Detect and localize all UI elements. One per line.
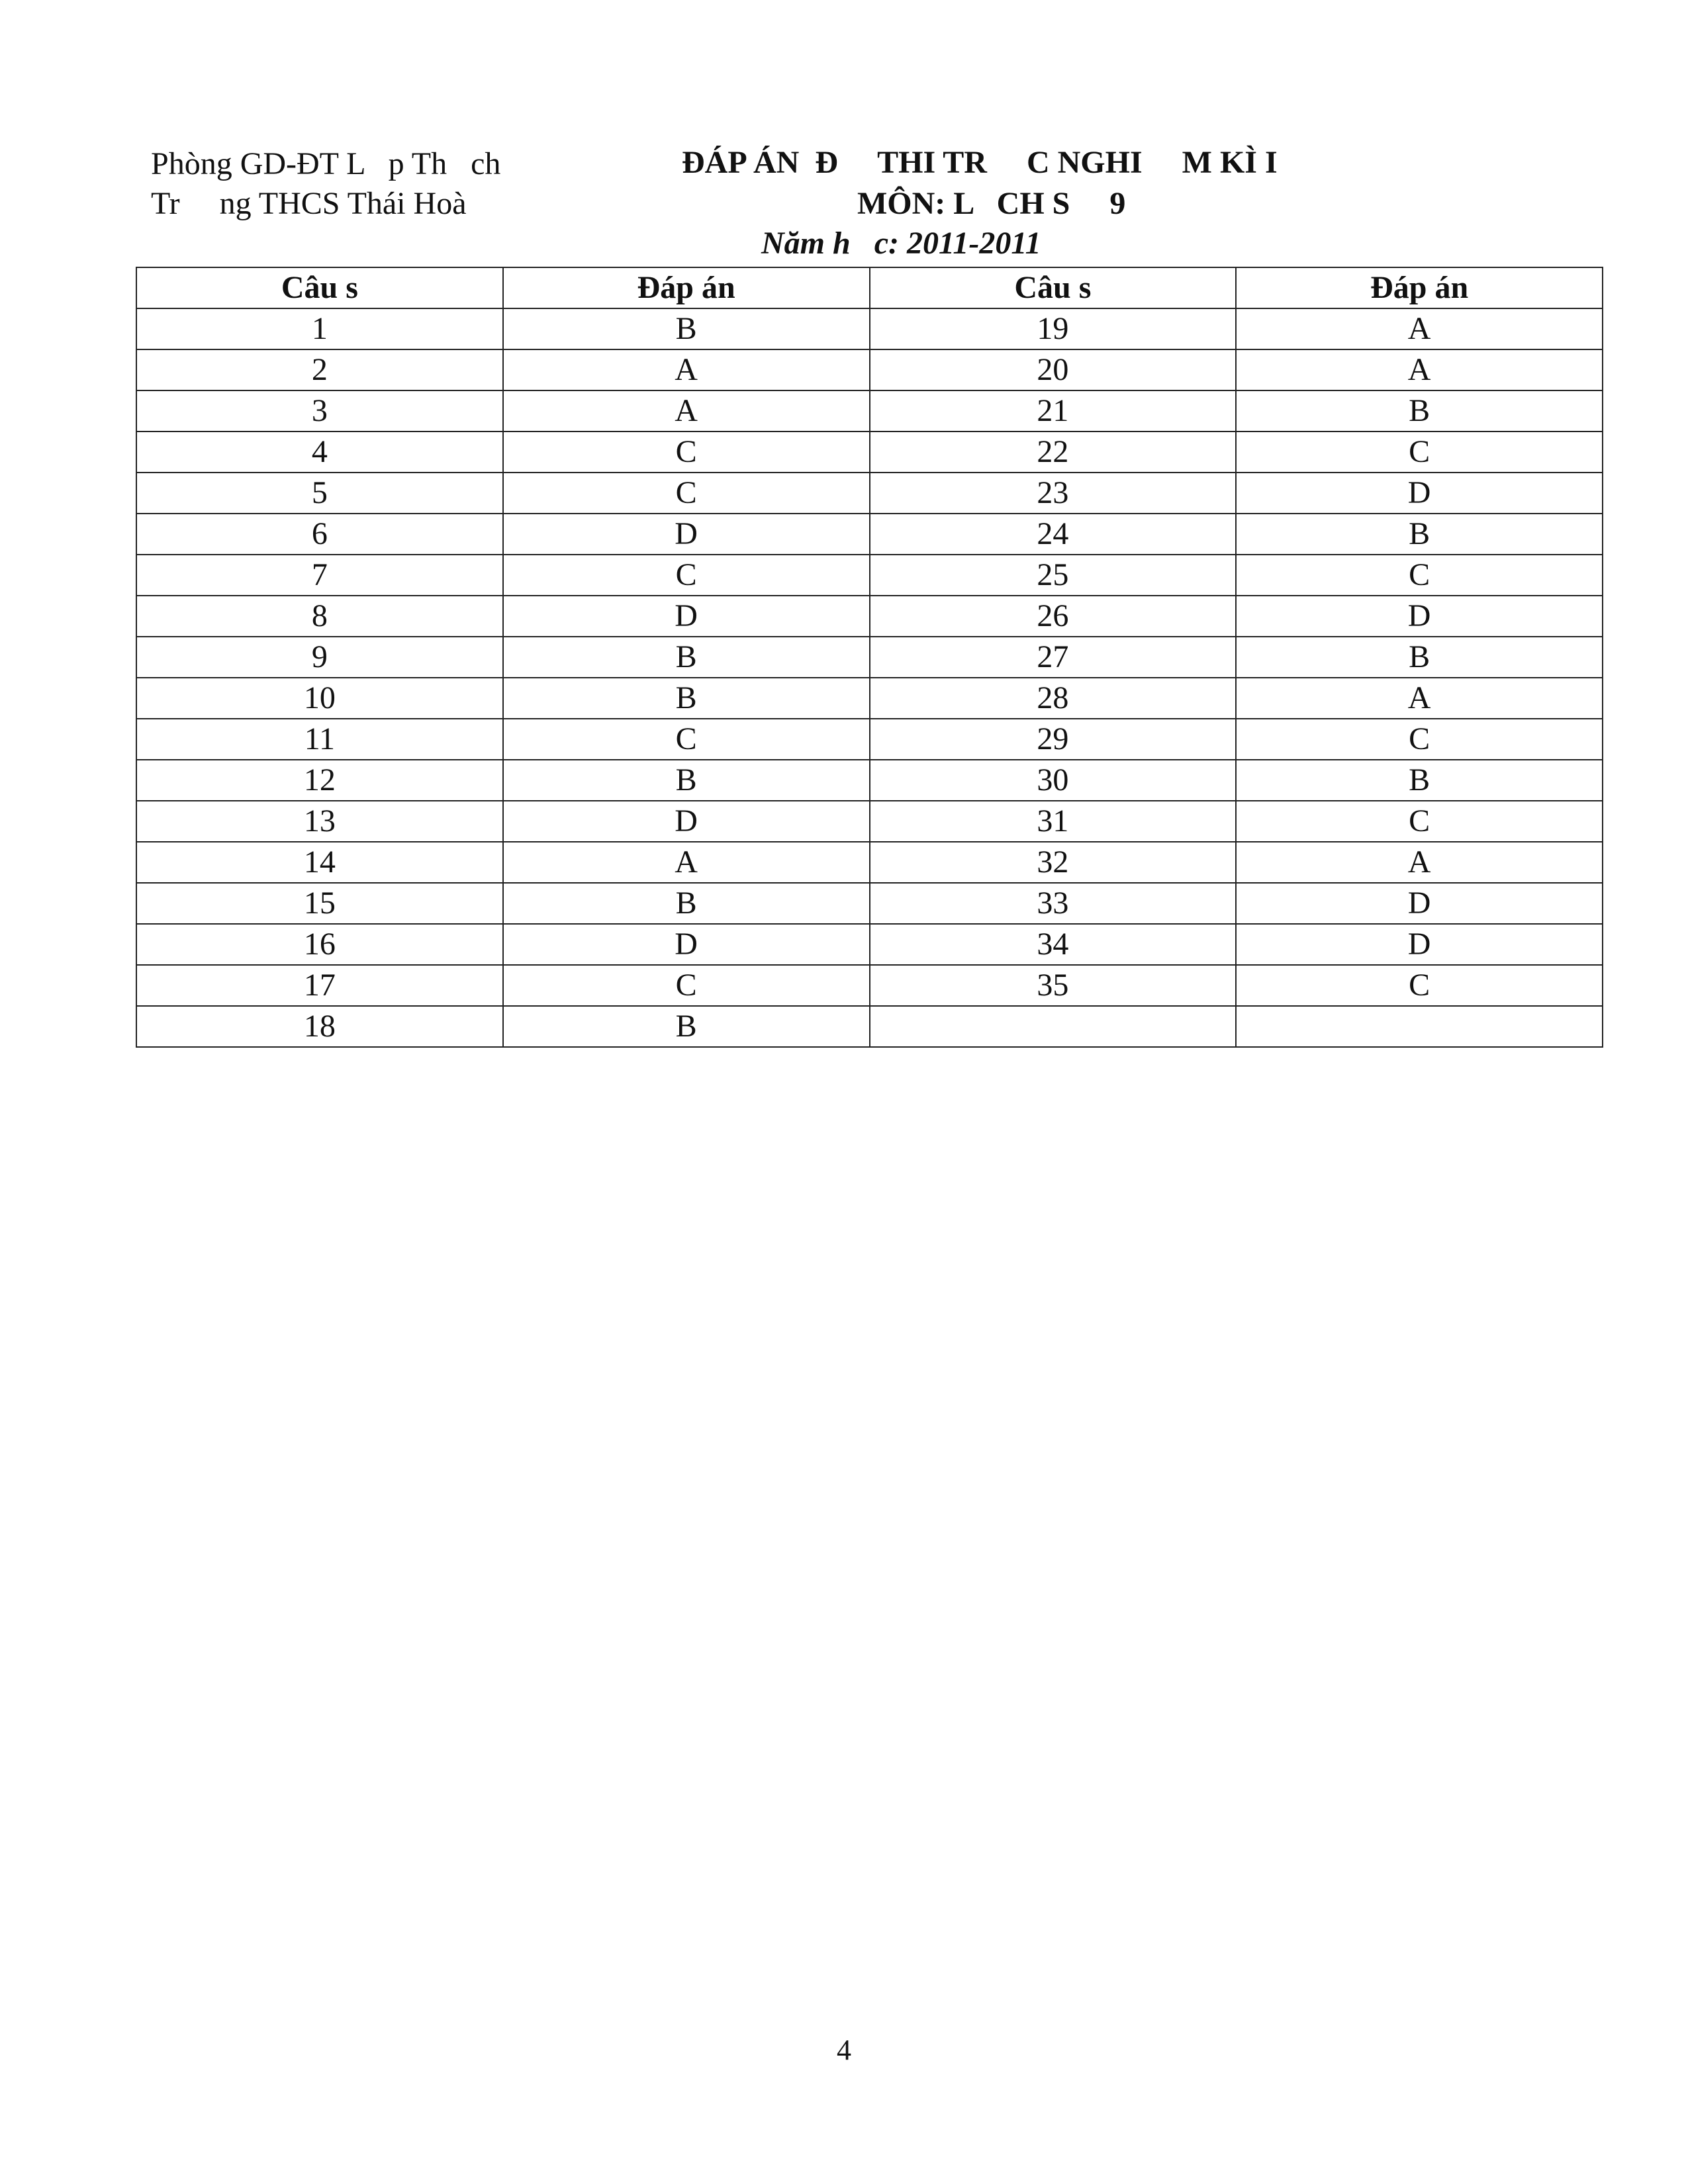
answer-cell: A	[1236, 308, 1603, 349]
answer-cell: B	[1236, 637, 1603, 678]
table-row	[136, 555, 1603, 596]
question-number-cell: 26	[870, 596, 1237, 637]
answer-cell: C	[503, 965, 870, 1006]
answer-cell: B	[503, 760, 870, 801]
question-number-cell: 21	[870, 390, 1237, 432]
column-header-answer-2: Đáp án	[1236, 267, 1603, 308]
answer-cell: B	[503, 678, 870, 719]
question-number-cell: 23	[870, 473, 1237, 514]
question-number-cell: 29	[870, 719, 1237, 760]
question-number-cell: 18	[136, 1006, 503, 1047]
answer-cell: D	[503, 596, 870, 637]
answer-cell: B	[503, 883, 870, 924]
question-number-cell: 10	[136, 678, 503, 719]
question-number-cell: 30	[870, 760, 1237, 801]
table-row	[136, 308, 1603, 349]
question-number-cell: 6	[136, 514, 503, 555]
question-number-cell: 31	[870, 801, 1237, 842]
page-number: 4	[837, 2034, 851, 2066]
answer-cell: B	[503, 1006, 870, 1047]
table-row	[136, 924, 1603, 965]
answer-cell: A	[1236, 349, 1603, 390]
question-number-cell: 20	[870, 349, 1237, 390]
answer-cell: A	[1236, 678, 1603, 719]
question-number-cell	[870, 1006, 1237, 1047]
answer-cell: B	[1236, 760, 1603, 801]
table-row	[136, 1006, 1603, 1047]
table-row	[136, 473, 1603, 514]
question-number-cell: 17	[136, 965, 503, 1006]
answer-cell: B	[1236, 390, 1603, 432]
answer-cell: D	[1236, 924, 1603, 965]
table-row	[136, 390, 1603, 432]
table-row	[136, 432, 1603, 473]
table-row	[136, 514, 1603, 555]
answer-cell: C	[503, 555, 870, 596]
question-number-cell: 16	[136, 924, 503, 965]
document-title: ĐÁP ÁN Đ THI TR C NGHI M KÌ I	[682, 145, 1278, 180]
question-number-cell: 11	[136, 719, 503, 760]
answer-cell: B	[503, 637, 870, 678]
answer-cell: C	[503, 719, 870, 760]
question-number-cell: 4	[136, 432, 503, 473]
answer-cell: B	[1236, 514, 1603, 555]
department-name: Phòng GD-ĐT L p Th ch	[151, 146, 501, 181]
question-number-cell: 13	[136, 801, 503, 842]
question-number-cell: 2	[136, 349, 503, 390]
question-number-cell: 34	[870, 924, 1237, 965]
table-row	[136, 349, 1603, 390]
answer-cell: B	[503, 308, 870, 349]
question-number-cell: 3	[136, 390, 503, 432]
table-row	[136, 842, 1603, 883]
answer-table-body	[136, 308, 1603, 1047]
table-row	[136, 965, 1603, 1006]
answer-cell: A	[503, 349, 870, 390]
table-row	[136, 719, 1603, 760]
answer-cell: C	[1236, 719, 1603, 760]
answer-cell: C	[1236, 965, 1603, 1006]
question-number-cell: 24	[870, 514, 1237, 555]
school-name: Tr ng THCS Thái Hoà	[151, 186, 467, 221]
question-number-cell: 35	[870, 965, 1237, 1006]
question-number-cell: 27	[870, 637, 1237, 678]
question-number-cell: 8	[136, 596, 503, 637]
question-number-cell: 28	[870, 678, 1237, 719]
question-number-cell: 15	[136, 883, 503, 924]
table-row	[136, 637, 1603, 678]
table-row	[136, 760, 1603, 801]
column-header-question-1: Câu s	[136, 267, 503, 308]
answer-cell: D	[503, 801, 870, 842]
table-row	[136, 678, 1603, 719]
answer-cell: D	[1236, 596, 1603, 637]
answer-cell: D	[1236, 473, 1603, 514]
table-row	[136, 883, 1603, 924]
answer-key-table	[136, 267, 1603, 1048]
question-number-cell: 1	[136, 308, 503, 349]
answer-cell: C	[503, 473, 870, 514]
answer-cell: C	[503, 432, 870, 473]
question-number-cell: 12	[136, 760, 503, 801]
question-number-cell: 22	[870, 432, 1237, 473]
school-year: Năm h c: 2011-2011	[761, 226, 1041, 261]
answer-cell: A	[503, 842, 870, 883]
question-number-cell: 5	[136, 473, 503, 514]
question-number-cell: 32	[870, 842, 1237, 883]
answer-cell: D	[1236, 883, 1603, 924]
table-header-row	[136, 267, 1603, 308]
column-header-question-2: Câu s	[870, 267, 1237, 308]
answer-cell: D	[503, 514, 870, 555]
question-number-cell: 25	[870, 555, 1237, 596]
answer-cell: C	[1236, 801, 1603, 842]
subject-title: MÔN: L CH S 9	[857, 186, 1126, 221]
answer-cell: A	[1236, 842, 1603, 883]
question-number-cell: 7	[136, 555, 503, 596]
answer-cell: D	[503, 924, 870, 965]
answer-cell: C	[1236, 555, 1603, 596]
column-header-answer-1: Đáp án	[503, 267, 870, 308]
answer-cell: A	[503, 390, 870, 432]
question-number-cell: 9	[136, 637, 503, 678]
table-row	[136, 801, 1603, 842]
answer-cell	[1236, 1006, 1603, 1047]
question-number-cell: 33	[870, 883, 1237, 924]
question-number-cell: 14	[136, 842, 503, 883]
table-row	[136, 596, 1603, 637]
answer-cell: C	[1236, 432, 1603, 473]
question-number-cell: 19	[870, 308, 1237, 349]
